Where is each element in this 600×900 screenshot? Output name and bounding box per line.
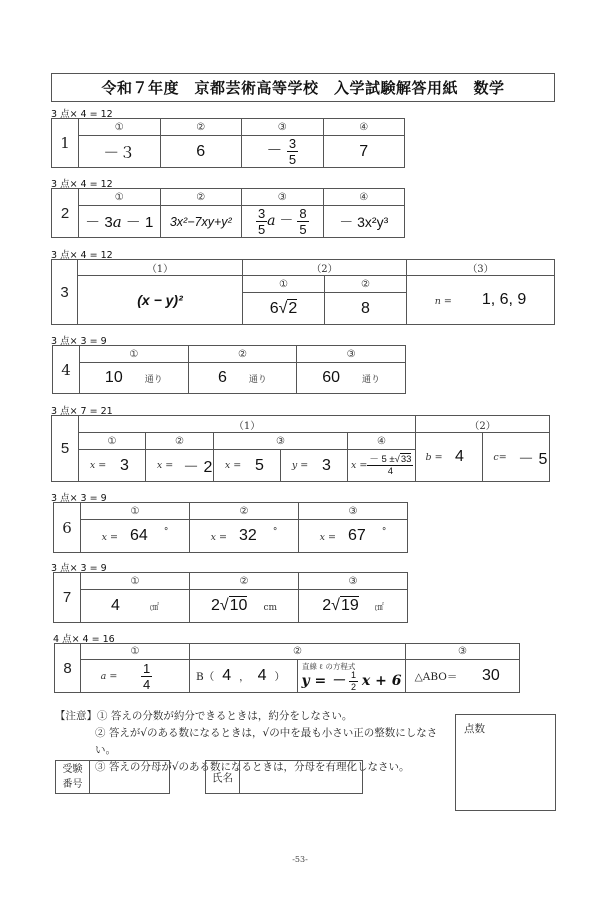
q5-y3-prefix: y = xyxy=(291,460,309,471)
q5-c-prefix: c= xyxy=(493,451,507,463)
note-item-3: ③ 答えの分母が√のある数になるときは，分母を有理化しなさい。 xyxy=(95,761,410,773)
q3-answer-2-2[interactable]: 8 xyxy=(325,293,407,325)
q6-a3-value: 67 xyxy=(348,527,366,544)
q4-header-1: ① xyxy=(80,346,189,363)
q6-answer-3[interactable] xyxy=(299,520,408,553)
q3-a2-1-coef: 6 xyxy=(269,299,279,317)
q5-x3-prefix: x = xyxy=(224,460,242,471)
fraction-denominator: 4 xyxy=(387,466,394,477)
q1-header-1: ① xyxy=(79,119,161,136)
name-box xyxy=(205,760,363,794)
q5-header-1: （1） xyxy=(79,416,416,433)
q8-area-value: 30 xyxy=(482,667,500,684)
fraction-numerator: 3 xyxy=(257,206,266,221)
note-item-2: ② 答えが√のある数になるときは，√の中を最も小さい正の整数にしなさい。 xyxy=(95,727,438,756)
q2-label: 2 xyxy=(52,189,79,238)
q4-header-2: ② xyxy=(188,346,297,363)
q6-header-2: ② xyxy=(190,503,299,520)
q7-label: 7 xyxy=(54,573,81,623)
q1-label: 1 xyxy=(52,119,79,168)
q6-answer-1[interactable] xyxy=(81,520,190,553)
q4-label: 4 xyxy=(53,346,80,394)
q3-table xyxy=(51,259,555,325)
q8-answer-2-line[interactable] xyxy=(298,660,406,693)
q5-label: 5 xyxy=(52,416,79,482)
q2-a3-fraction-1 xyxy=(256,207,267,236)
q3-answer-3-value: 1, 6, 9 xyxy=(481,291,527,308)
q1-answer-1[interactable]: －３ xyxy=(79,136,161,168)
q4-a2-value: 6 xyxy=(218,369,227,386)
q8-b-y: 4 xyxy=(257,667,267,684)
q8-line-pre: y = － xyxy=(301,673,346,690)
q1-header-3: ③ xyxy=(242,119,324,136)
q6-a1-value: 64 xyxy=(130,527,148,544)
q6-a2-prefix: x = xyxy=(210,532,228,543)
q5-answer-4[interactable] xyxy=(348,450,416,482)
q8-answer-3[interactable] xyxy=(406,660,520,693)
q2-table xyxy=(51,188,405,238)
q7-table xyxy=(53,572,408,623)
q7-answer-3[interactable]: 2√19 ㎠ xyxy=(299,590,408,623)
q5-x2-prefix: x = xyxy=(156,460,174,471)
q1-answer-2[interactable]: 6 xyxy=(160,136,242,168)
q1-answer-3[interactable] xyxy=(242,136,324,168)
q6-a3-unit: ° xyxy=(381,527,387,537)
q5-subheader-3: ③ xyxy=(214,433,348,450)
q7-a1-unit: ㎠ xyxy=(149,603,159,613)
q8-header-1: ① xyxy=(81,644,190,660)
q8-header-3: ③ xyxy=(406,644,520,660)
q7-a1-value: 4 xyxy=(111,597,120,614)
q5-x4-num-pre: － 5 ± xyxy=(369,453,395,465)
q5-x4-prefix: x = xyxy=(351,460,368,471)
fraction-denominator: 5 xyxy=(299,222,307,237)
q8-line-post: x + 6 xyxy=(361,673,402,690)
q2-answer-3[interactable] xyxy=(242,206,324,238)
q4-answer-3[interactable] xyxy=(297,363,406,394)
q4-a1-value: 10 xyxy=(104,369,123,386)
q3-answer-3[interactable] xyxy=(407,276,555,325)
note-item-1: ① 答えの分数が約分できるときは，約分をしなさい。 xyxy=(97,710,353,722)
q7-a2-radicand: 10 xyxy=(229,597,248,614)
q7-points: 3 点× 3 = 9 xyxy=(51,563,107,574)
q6-header-3: ③ xyxy=(299,503,408,520)
q1-answer-3-fraction xyxy=(287,137,298,166)
notes-heading: 【注意】 xyxy=(55,710,97,722)
q7-header-1: ① xyxy=(81,573,190,590)
q7-a3-coef: 2 xyxy=(322,597,332,614)
q2-answer-2[interactable]: 3x²−7xy+y² xyxy=(160,206,242,238)
fraction-numerator: 8 xyxy=(299,206,307,221)
q5-subheader-1: ① xyxy=(79,433,146,450)
q3-subheader-2: ② xyxy=(325,276,407,293)
q7-a2-unit: cm xyxy=(263,603,278,613)
q5-x2-value: － 2 xyxy=(183,459,213,476)
q8-b-sep: ， xyxy=(239,670,250,683)
q5-c-value: － 5 xyxy=(518,450,548,468)
q5-points: 3 点× 7 = 21 xyxy=(51,406,113,417)
q1-header-2: ② xyxy=(160,119,242,136)
q6-label: 6 xyxy=(54,503,81,553)
q8-a-fraction xyxy=(141,662,152,691)
q8-label: 8 xyxy=(55,644,81,693)
q2-header-1: ① xyxy=(79,189,161,206)
q2-a1-post: － 1 xyxy=(121,214,154,231)
score-field[interactable] xyxy=(456,737,555,810)
q6-a2-value: 32 xyxy=(239,527,257,544)
q5-b-value: 4 xyxy=(455,448,464,465)
fraction-denominator: 5 xyxy=(257,222,266,237)
q8-b-suffix: ） xyxy=(274,670,286,683)
fraction-numerator: 1 xyxy=(351,669,357,680)
q6-a3-prefix: x = xyxy=(319,532,337,543)
page-number: -53- xyxy=(292,855,308,864)
fraction-denominator: 5 xyxy=(288,152,297,167)
q7-a2-coef: 2 xyxy=(210,597,220,614)
q2-header-4: ④ xyxy=(323,189,405,206)
q8-line-fraction xyxy=(349,671,358,692)
note-line-1 xyxy=(55,708,455,725)
q5-x3-value: 5 xyxy=(255,456,264,474)
q5-answer-2[interactable] xyxy=(146,450,214,482)
name-label: 氏名 xyxy=(206,761,240,793)
q6-table xyxy=(53,502,408,553)
q5-b-prefix: b = xyxy=(425,451,443,463)
q5-answer-3y[interactable] xyxy=(281,450,348,482)
q3-header-3: （3） xyxy=(407,260,555,276)
q2-header-2: ② xyxy=(160,189,242,206)
q6-header-1: ① xyxy=(81,503,190,520)
q1-points: 3 点× 4 = 12 xyxy=(51,109,113,120)
q1-header-4: ④ xyxy=(323,119,405,136)
fraction-denominator: 4 xyxy=(143,676,151,692)
exam-number-label-line1: 受験 xyxy=(62,764,83,775)
q8-table xyxy=(54,643,520,693)
q7-header-3: ③ xyxy=(299,573,408,590)
q7-header-2: ② xyxy=(190,573,299,590)
exam-number-field[interactable] xyxy=(90,761,169,793)
score-box xyxy=(455,714,556,811)
q8-points: 4 点× 4 = 16 xyxy=(53,634,115,645)
score-label: 点数 xyxy=(464,723,485,735)
q5-answer-3x[interactable] xyxy=(214,450,281,482)
q3-label: 3 xyxy=(52,260,78,325)
q5-x1-value: 3 xyxy=(120,456,129,474)
q8-b-x: 4 xyxy=(222,667,232,684)
q8-line-caption: 直線 ℓ の方程式 xyxy=(302,662,356,671)
exam-number-label xyxy=(56,761,90,793)
q5-table xyxy=(51,415,550,482)
q3-header-2: （2） xyxy=(243,260,407,276)
page-title: 令和７年度 京都芸術高等学校 入学試験解答用紙 数学 xyxy=(51,73,555,102)
q4-header-3: ③ xyxy=(297,346,406,363)
q5-y3-value: 3 xyxy=(322,456,331,474)
q5-x4-fraction xyxy=(367,455,413,477)
q1-answer-4[interactable]: 7 xyxy=(323,136,405,168)
q5-answer-b[interactable] xyxy=(416,433,483,482)
q8-a-prefix: a = xyxy=(100,670,118,682)
q1-answer-3-sign: － xyxy=(266,142,283,160)
q2-points: 3 点× 4 = 12 xyxy=(51,179,113,190)
q8-b-prefix: B（ xyxy=(196,670,215,683)
q5-subheader-4: ④ xyxy=(348,433,416,450)
q3-subheader-1: ① xyxy=(243,276,325,293)
fraction-numerator: 3 xyxy=(288,136,297,151)
fraction-numerator: － 5 ±√33 xyxy=(369,453,412,465)
q3-answer-1[interactable]: (x − y)² xyxy=(78,276,243,325)
name-field[interactable] xyxy=(240,761,362,793)
q5-subheader-2: ② xyxy=(146,433,214,450)
q6-a1-unit: ° xyxy=(163,527,169,537)
q2-answer-4[interactable]: － 3x²y³ xyxy=(323,206,405,238)
q7-answer-2[interactable]: 2√10 cm xyxy=(190,590,299,623)
q4-a3-unit: 通り xyxy=(362,375,381,385)
q4-table xyxy=(52,345,406,394)
exam-number-box xyxy=(55,760,170,794)
q6-a1-prefix: x = xyxy=(101,532,119,543)
q8-area-prefix: △ABO＝ xyxy=(414,670,458,683)
q6-a2-unit: ° xyxy=(272,527,278,537)
q4-a1-unit: 通り xyxy=(144,375,163,385)
q5-x4-radicand: 33 xyxy=(400,453,412,465)
q2-a3-op: － xyxy=(275,212,298,229)
q2-a3-fraction-2 xyxy=(297,207,308,236)
q4-answer-2[interactable] xyxy=(188,363,297,394)
exam-number-label-line2: 番号 xyxy=(62,779,83,790)
q5-answer-1[interactable] xyxy=(79,450,146,482)
q4-points: 3 点× 3 = 9 xyxy=(51,336,107,347)
q3-a2-1-radicand: 2 xyxy=(288,299,298,317)
q5-x1-prefix: x = xyxy=(89,460,107,471)
q4-answer-1[interactable] xyxy=(80,363,189,394)
q7-a3-radicand: 19 xyxy=(340,597,359,614)
q8-answer-1[interactable] xyxy=(81,660,190,693)
q8-answer-2-point[interactable] xyxy=(190,660,298,693)
q2-header-3: ③ xyxy=(242,189,324,206)
q7-a3-unit: ㎠ xyxy=(374,603,384,613)
q8-header-2: ② xyxy=(190,644,406,660)
q4-a2-unit: 通り xyxy=(248,375,267,385)
fraction-numerator: 1 xyxy=(143,660,151,676)
q1-table xyxy=(51,118,405,168)
q3-answer-3-prefix: n = xyxy=(434,296,452,307)
q2-a1-pre: － 3 xyxy=(85,214,113,231)
fraction-denominator: 2 xyxy=(351,681,357,692)
q5-header-2: （2） xyxy=(416,416,550,433)
q7-answer-1[interactable] xyxy=(81,590,190,623)
q2-a1-var: a xyxy=(112,213,122,231)
q6-points: 3 点× 3 = 9 xyxy=(51,493,107,504)
q2-answer-1[interactable] xyxy=(79,206,161,238)
q2-a3-var: a xyxy=(267,213,276,230)
q5-answer-c[interactable] xyxy=(483,433,550,482)
q3-answer-2-1[interactable]: 6√2 xyxy=(243,293,325,325)
q4-a3-value: 60 xyxy=(322,369,341,386)
q3-points: 3 点× 4 = 12 xyxy=(51,250,113,261)
q3-header-1: （1） xyxy=(78,260,243,276)
q6-answer-2[interactable] xyxy=(190,520,299,553)
